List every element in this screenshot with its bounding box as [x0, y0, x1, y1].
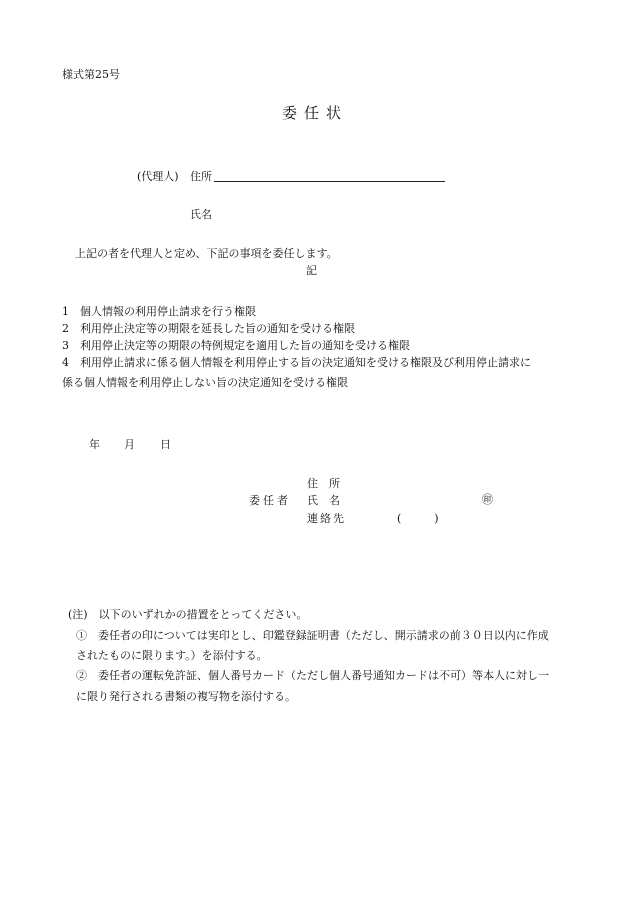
agent-label: (代理人): [137, 170, 179, 183]
agent-address-line: [214, 181, 445, 182]
agent-address-label: 住所: [190, 170, 212, 183]
signatory-role-label: 委任者: [249, 494, 291, 507]
delegation-item-1: 1 個人情報の利用停止請求を行う権限: [62, 305, 256, 318]
signatory-phone-paren: ( ): [397, 512, 439, 525]
intro-text: 上記の者を代理人と定め、下記の事項を委任します。: [75, 247, 338, 260]
delegation-item-4-cont: 係る個人情報を利用停止しない旨の決定通知を受ける権限: [62, 376, 348, 389]
document-title: 委任状: [281, 104, 348, 122]
note-2-line-1: ② 委任者の運転免許証、個人番号カード（ただし個人番号通知カードは不可）等本人に対し一: [76, 669, 549, 682]
signatory-address-label: 住 所: [307, 477, 340, 490]
signatory-name-label: 氏 名: [307, 494, 340, 507]
seal-icon: ㊞: [482, 493, 493, 506]
date-day: 日: [160, 438, 171, 451]
delegation-item-3: 3 利用停止決定等の期限の特例規定を適用した旨の通知を受ける権限: [62, 339, 410, 352]
signatory-contact-label: 連絡先: [307, 512, 346, 525]
note-2-line-2: に限り発行される書類の複写物を添付する。: [76, 690, 296, 703]
form-number: 様式第25号: [62, 68, 120, 81]
agent-name-label: 氏名: [190, 208, 212, 221]
note-1-line-1: ① 委任者の印については実印とし、印鑑登録証明書（ただし、開示請求の前３０日以内に作成: [76, 629, 549, 642]
ki-heading: 記: [306, 264, 317, 277]
date-year: 年: [89, 438, 100, 451]
date-month: 月: [124, 438, 135, 451]
note-1-line-2: されたものに限ります。）を添付する。: [76, 649, 268, 662]
note-heading: (注) 以下のいずれかの措置をとってください。: [68, 608, 308, 621]
delegation-item-4: 4 利用停止請求に係る個人情報を利用停止する旨の決定通知を受ける権限及び利用停止請求に: [62, 356, 531, 369]
delegation-item-2: 2 利用停止決定等の期限を延長した旨の通知を受ける権限: [62, 322, 355, 335]
